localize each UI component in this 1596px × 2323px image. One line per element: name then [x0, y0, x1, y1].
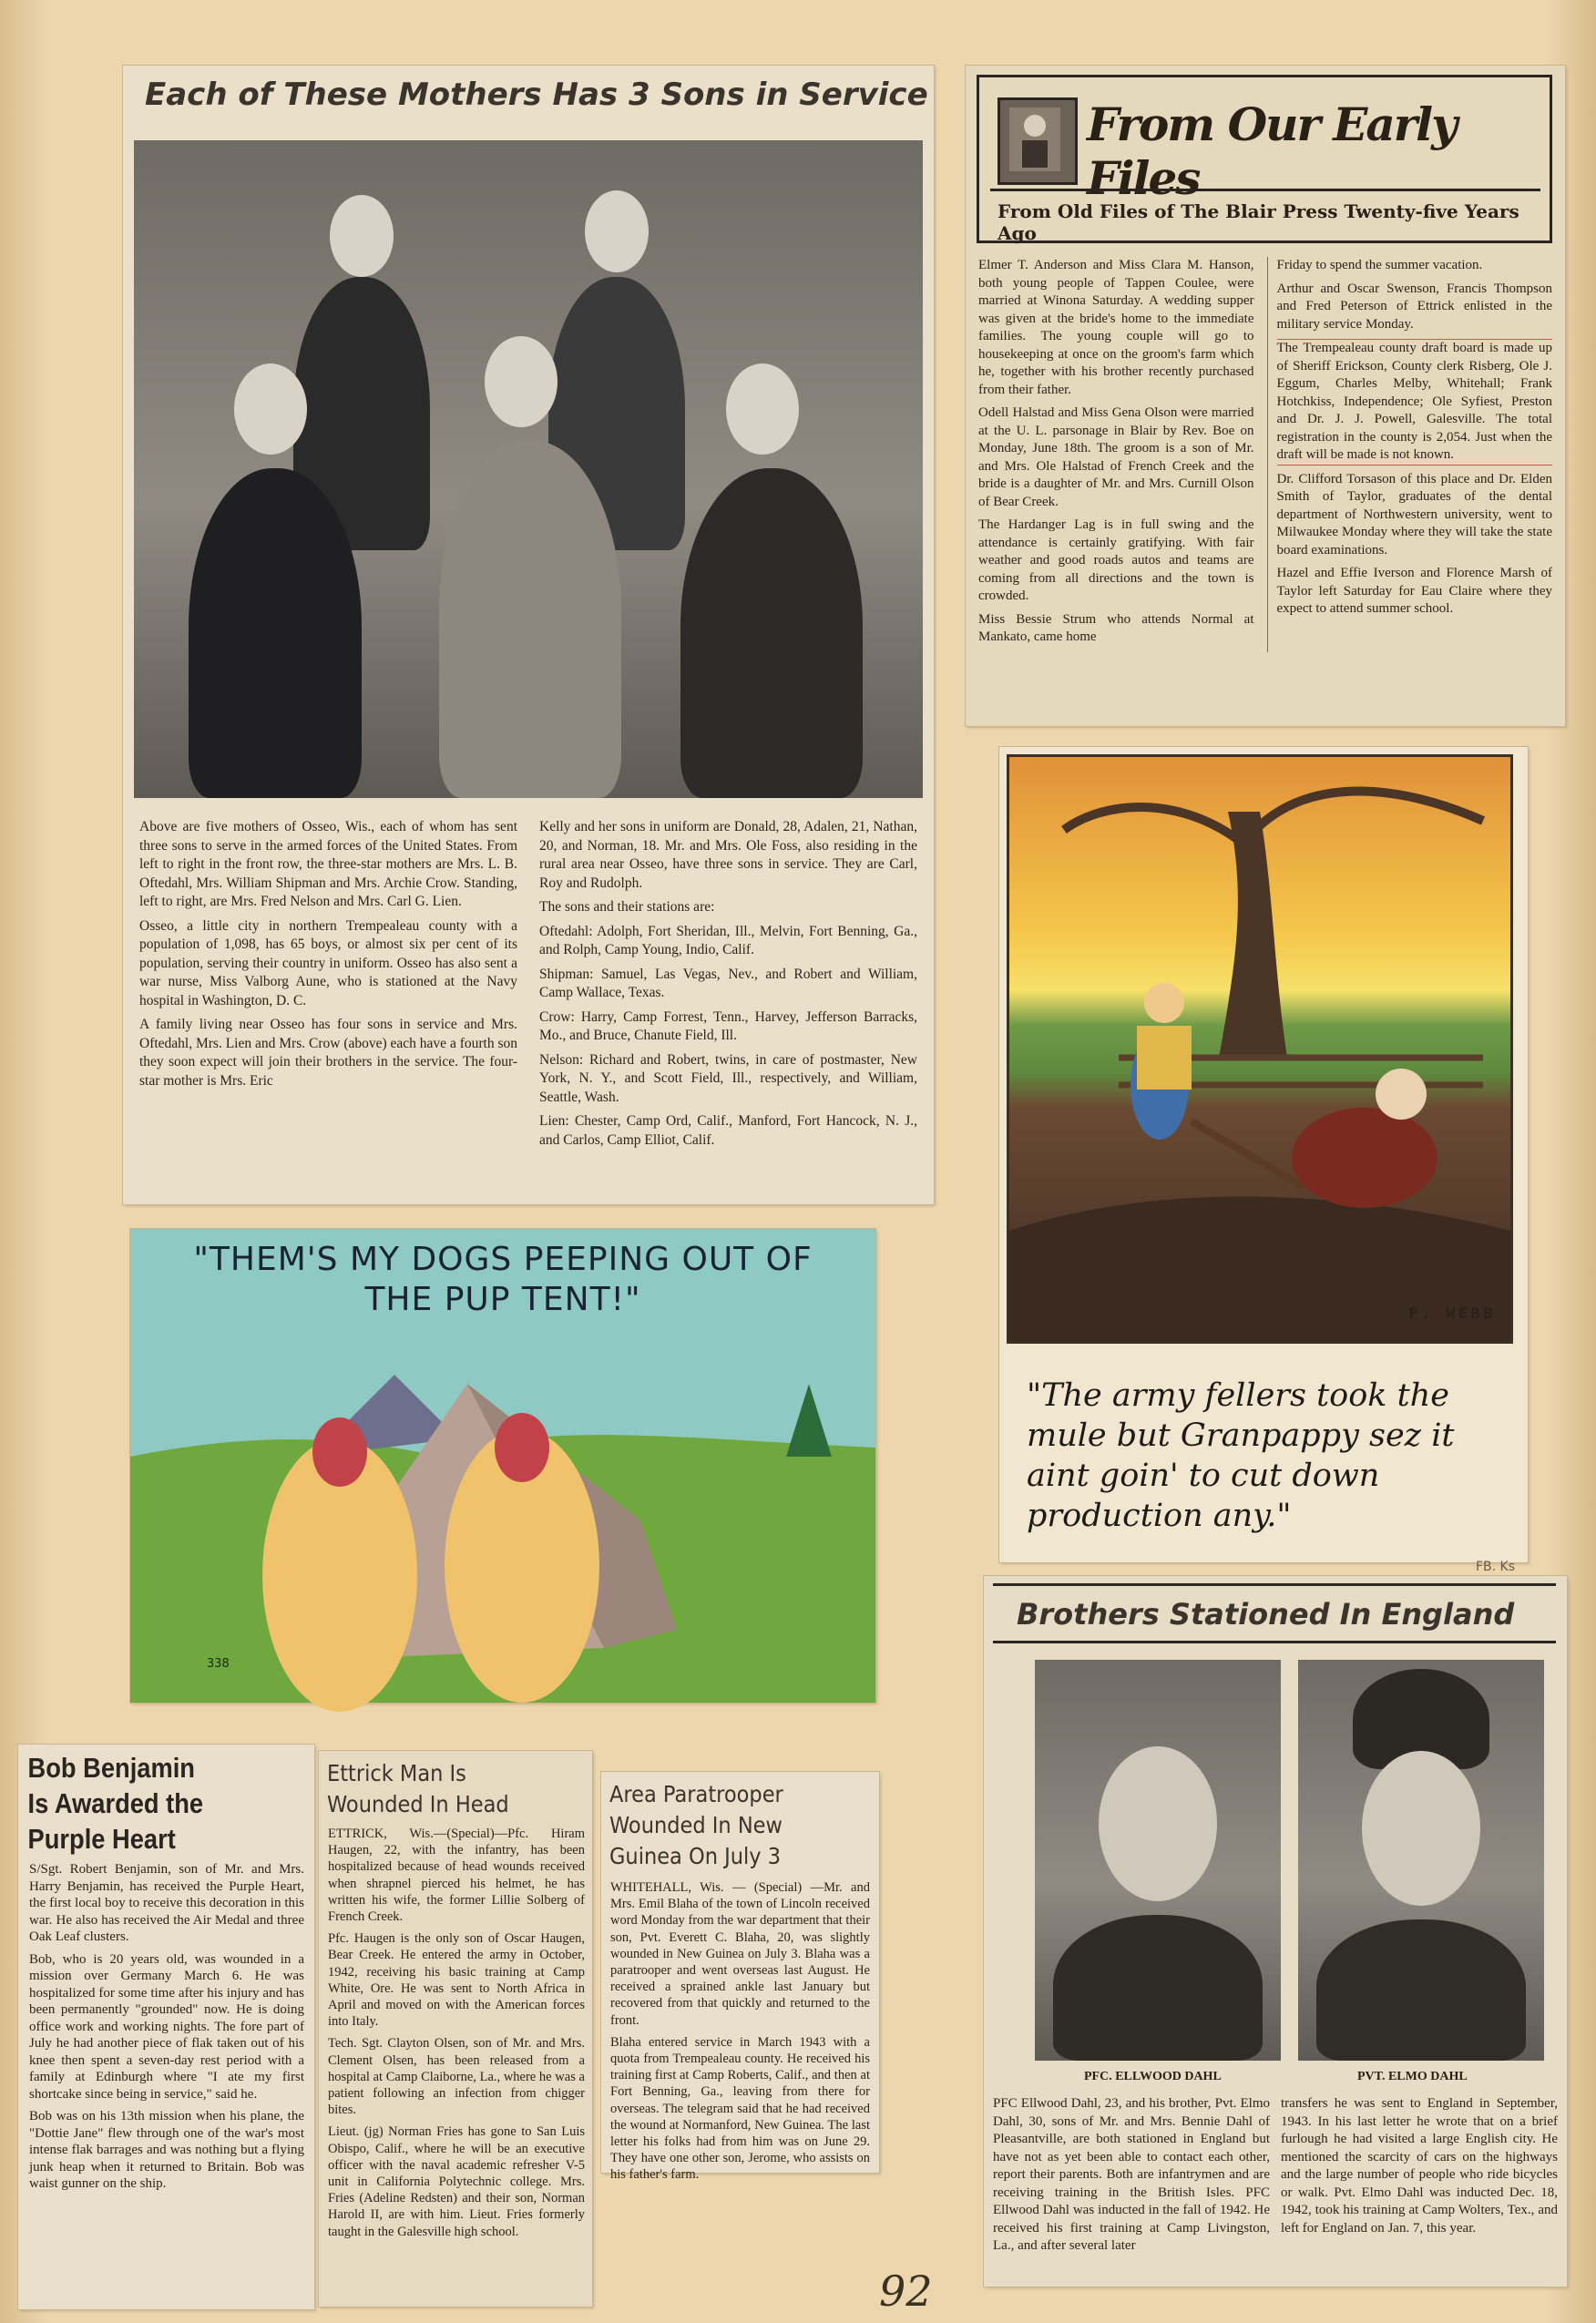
paragraph: Arthur and Oscar Swenson, Francis Thompson and Fred Peterson of Ettrick enlisted in the military service Monday. [1276, 281, 1552, 332]
early-files-clipping [966, 66, 1565, 726]
paragraph: Miss Bessie Strum who attends Normal at Mankato, came home [978, 611, 1254, 644]
headline-line: Is Awarded the [27, 1787, 204, 1819]
mothers-headline: Each of These Mothers Has 3 Sons in Service [145, 77, 928, 113]
headline-line: Wounded In New [609, 1812, 783, 1838]
headline-line: Ettrick Man Is [327, 1760, 466, 1786]
elmo-dahl-photo [1298, 1660, 1544, 2061]
paragraph: Nelson: Richard and Robert, twins, in care of postmaster, New York, N. Y., and Scott Field, Ill., respectively, and William, Seattle, Wash. [539, 1051, 917, 1105]
mule-caption: "The army fellers took the mule but Granpappy sez it aint goin' to cut down production any." [1027, 1377, 1455, 1534]
early-files-column-2 [1267, 257, 1553, 652]
paragraph: ETTRICK, Wis.—(Special)—Pfc. Hiram Haugen, 22, with the infantry, has been hospitalized because of head wounds received when shrapnel pierced his helmet, he has written his wife, the former Lillie Solberg of French Creek. [328, 1827, 585, 1925]
paragraph: Bob was on his 13th mission when his plane, the "Dottie Jane" flew through one of the war's most intense flak barrages and was nothing but a flying junk heap when it returned to Britain. Bob was waist gunner on the ship. [29, 2109, 304, 2191]
paragraph: Lieut. (jg) Norman Fries has gone to San Luis Obispo, Calif., where he will be an executive officer with the naval academic refresher V-5 unit in California Polytechnic college. Mrs. Fries (Adeline Redsten) and their son, Norman Harold II, are with him. Lieut. Fries formerly taught in the Galesville high school. [328, 2124, 585, 2239]
paragraph: Bob, who is 20 years old, was wounded in a mission over Germany March 6. He was hospitalized for some time after his injury and has been permanently "grounded" now. He is doing office work and working nights. The fore part of July he had another piece of flak taken out of his knee then spent a seven-day rest period with a family at Edinburgh where "I ate my first shortcake since being in service," said he. [29, 1951, 304, 2102]
paragraph: Kelly and her sons in uniform are Donald, 28, Adalen, 21, Nathan, 20, and Norman, 18. Mr. and Mrs. Ole Foss, also residing in the rural area near Osseo, have three sons in service. They are Carl, Roy and Rudolph. [539, 819, 917, 891]
page-number: 92 [879, 2267, 933, 2316]
ellwood-dahl-photo [1035, 1660, 1281, 2061]
dogs-caption-line-1: "THEM'S MY DOGS PEEPING OUT OF [193, 1241, 813, 1278]
brothers-column-2 [1281, 2095, 1558, 2261]
paragraph: A family living near Osseo has four sons in service and Mrs. Oftedahl, Mrs. Lien and Mrs. Crow (above) each have a fourth son they soon expect will join their brothers in the service. The four-star mother is Mrs. Eric [139, 1017, 517, 1089]
photo-caption: PFC. ELLWOOD DAHL [1084, 2070, 1222, 2083]
early-files-subtitle: From Old Files of The Blair Press Twenty-five Years Ago [998, 200, 1519, 244]
paragraph: Above are five mothers of Osseo, Wis., each of whom has sent three sons to serve in the armed forces of the United States. From left to right in the front row, the three-star mothers are Mrs. L. B. Oftedahl, Mrs. William Shipman and Mrs. Archie Crow. Standing, left to right, are Mrs. Fred Nelson and Mrs. Carl G. Lien. [139, 819, 517, 909]
paragraph: transfers he was sent to England in September, 1943. In his last letter he wrote that on a brief furlough he had visited a large English city. He mentioned the scarcity of cars on the highways and the large number of people who ride bicycles or walk. Pvt. Elmo Dahl was inducted Dec. 18, 1942, took his training at Camp Wolters, Tex., and left for England on Jan. 7, this year. [1281, 2096, 1558, 2236]
artist-signature: P. WEBB [1408, 1305, 1496, 1322]
early-files-banner [977, 75, 1552, 243]
handwritten-mark: FB. Ks [1476, 1560, 1516, 1574]
paragraph: Osseo, a little city in northern Trempealeau county with a population of 1,098, has 65 boys, or almost six per cent of its population, serving their country in uniform. Osseo has also sent a war nurse, Miss Valborg Aune, who is stationed at the Navy hospital in Washington, D. C. [139, 917, 517, 1008]
paragraph: Blaha entered service in March 1943 with a quota from Trempealeau county. He received his training first at Camp Roberts, Calif., and then at Fort Benning, Ga., leaving from there for overseas. The telegram said that he had received the wound at Normanford, New Guinea. The last letter his folks had from him was on June 29. They have one other son, Jerome, who assists on his father's farm. [610, 2034, 870, 2183]
headline-line: Area Paratrooper [609, 1781, 783, 1807]
brothers-clipping [984, 1576, 1567, 2287]
newspaper-logo-icon [998, 97, 1078, 185]
paragraph: Friday to spend the summer vacation. [1276, 258, 1483, 272]
early-files-column-1 [978, 257, 1254, 652]
mothers-clipping [123, 66, 934, 1204]
paragraph: Oftedahl: Adolph, Fort Sheridan, Ill., Melvin, Fort Benning, Ga., and Rolph, Camp Young, Indio, Calif. [539, 923, 917, 957]
paragraph: Elmer T. Anderson and Miss Clara M. Hanson, both young people of Tappen Coulee, were married at Winona Saturday. A wedding supper was given at the bride's home to the immediate families. The young couple will go to housekeeping at once on the groom's farm which he, together with his brother recently purchased from their father. [978, 258, 1254, 397]
headline-line: Guinea On July 3 [609, 1843, 782, 1869]
benjamin-clipping [18, 1745, 314, 2309]
paragraph: Shipman: Samuel, Las Vegas, Nev., and Robert and William, Camp Wallace, Texas. [539, 966, 917, 1000]
paragraph: Lien: Chester, Camp Ord, Calif., Manford, Fort Hancock, N. J., and Carlos, Camp Elliot, Calif. [539, 1113, 917, 1148]
paragraph: The sons and their stations are: [539, 899, 715, 915]
dogs-postcard [130, 1229, 875, 1703]
brothers-column-1 [993, 2095, 1270, 2261]
paragraph: Hazel and Effie Iverson and Florence Marsh of Taylor left Saturday for Eau Claire where they expect to attend summer school. [1276, 566, 1552, 616]
ettrick-headline [319, 1751, 565, 1827]
paragraph: The Hardanger Lag is in full swing and the attendance is certainly gratifying. With fair weather and good roads autos and teams are coming from all directions and the town is crowded. [978, 517, 1254, 603]
mothers-column-1 [139, 818, 517, 1155]
benjamin-headline [18, 1745, 279, 1862]
paragraph: Dr. Clifford Torsason of this place and Dr. Elden Smith of Taylor, graduates of the dental department of Northwestern university, went to Milwaukee Monday where they will take the state board examinations. [1276, 471, 1552, 558]
highlighted-paragraph: The Trempealeau county draft board is made up of Sheriff Erickson, County clerk Risberg, Ole J. Eggum, Charles Melby, Whitehall; Frank Hotchkiss, Independence; Ole Syfiest, Preston and Dr. J. J. Powell, Galesville. The total registration in the county is 2,054. Just when the draft will be made is not known. [1277, 339, 1553, 466]
brothers-title-box [993, 1583, 1556, 1643]
paragraph: Pfc. Haugen is the only son of Oscar Haugen, Bear Creek. He entered the army in October, 1942, receiving his basic training at Camp White, Ore. He was sent to North Africa in April and moved on with the American forces into Italy. [328, 1931, 585, 2030]
postcard-number: 338 [207, 1657, 230, 1671]
dogs-caption [130, 1240, 875, 1320]
dogs-caption-line-2: THE PUP TENT!" [364, 1281, 641, 1318]
paragraph: Odell Halstad and Miss Gena Olson were married at the U. L. parsonage in Blair by Rev. Boe on Monday, June 18th. The groom is a son of Mr. and Mrs. Ole Halstad of French Creek and the bride is a daughter of Mr. and Mrs. Curnill Olson of Bear Creek. [978, 405, 1254, 509]
paragraph: PFC Ellwood Dahl, 23, and his brother, Pvt. Elmo Dahl, 30, sons of Mr. and Mrs. Bennie Dahl of Pleasantville, are both stationed in England but have not as yet been able to contact each other, report their parents. Both are infantrymen and are receiving training in the British Isles. PFC Ellwood Dahl was inducted in the fall of 1942. He received his first training at Camp Livingston, La., and after several later [993, 2096, 1270, 2253]
farmer-plow-illustration [1007, 754, 1513, 1344]
headline-line: Wounded In Head [327, 1791, 509, 1817]
early-files-title: From Our Early Files [1087, 97, 1457, 205]
paragraph: S/Sgt. Robert Benjamin, son of Mr. and Mrs. Harry Benjamin, has received the Purple Heart, the first local boy to receive this decoration in this war. He also has received the Air Medal and three Oak Leaf clusters. [29, 1862, 304, 1944]
paragraph: Crow: Harry, Camp Forrest, Tenn., Harvey, Jefferson Barracks, Mo., and Bruce, Chanute Field, Ill. [539, 1008, 917, 1043]
mothers-photo [134, 140, 923, 798]
paratrooper-clipping [601, 1772, 879, 2183]
photo-caption: PVT. ELMO DAHL [1357, 2070, 1468, 2083]
paragraph: Tech. Sgt. Clayton Olsen, son of Mr. and Mrs. Clement Olsen, has been released from a hospital at Camp Claiborne, La., where he was a patient following an infection from chigger bites. [328, 2036, 585, 2118]
brothers-headline: Brothers Stationed In England [1017, 1597, 1515, 1632]
headline-line: Purple Heart [27, 1823, 176, 1855]
paratrooper-headline [601, 1772, 852, 1879]
headline-line: Bob Benjamin [27, 1752, 195, 1784]
paragraph: WHITEHALL, Wis. — (Special) —Mr. and Mrs. Emil Blaha of the town of Lincoln received word Monday from the war department that their son, Pvt. Everett C. Blaha, 20, was slightly wounded in New Guinea on July 3. Blaha was a paratrooper and went overseas last August. He received a sprained ankle last January but recovered from that quickly and returned to the front. [610, 1880, 870, 2028]
mothers-column-2 [539, 818, 917, 1155]
ettrick-clipping [319, 1751, 592, 2307]
mule-postcard [999, 747, 1528, 1562]
